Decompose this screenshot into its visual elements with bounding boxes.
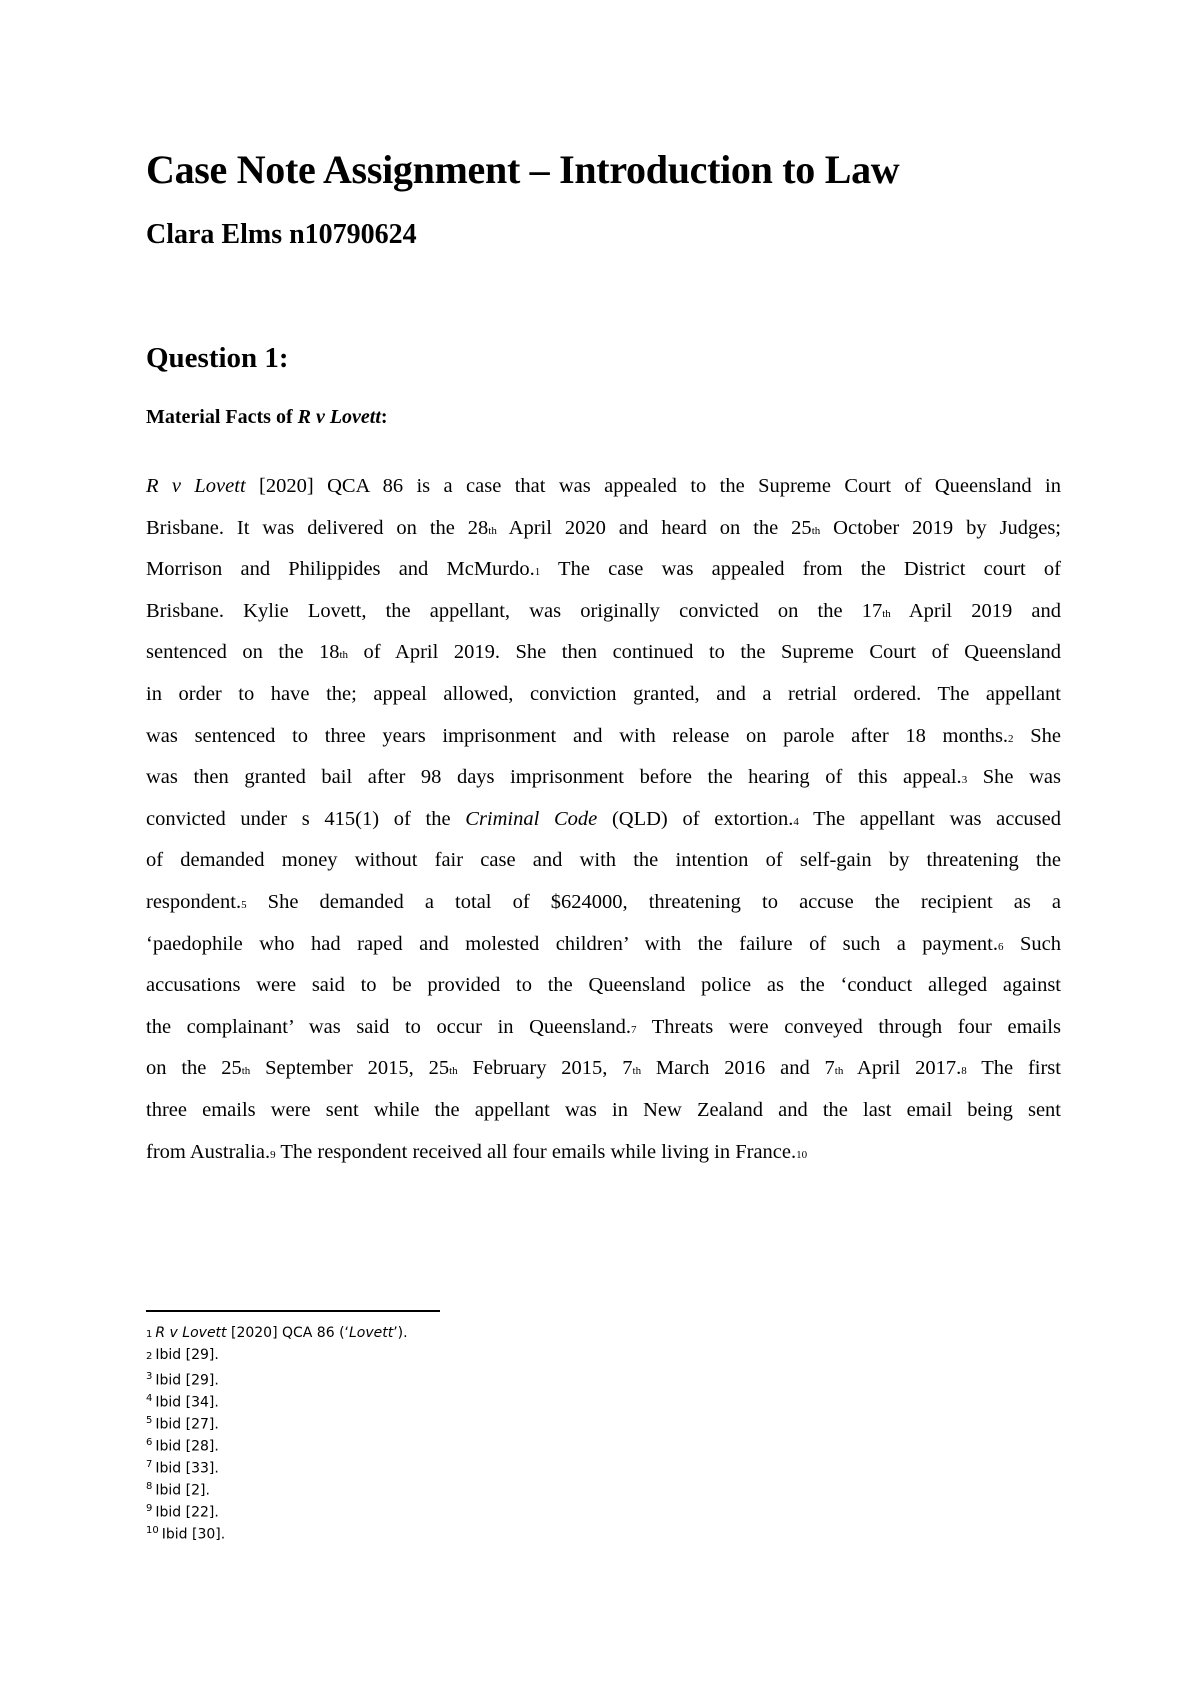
footnote-text: Ibid [22]. (155, 1504, 219, 1521)
footnote-number: 2 (146, 1351, 153, 1362)
body-line-17 (146, 1132, 1061, 1174)
body-line-13 (146, 965, 1061, 1007)
footnote-ref[interactable]: 1 (534, 566, 541, 579)
ordinal-suffix: th (339, 649, 349, 662)
body-line-8 (146, 757, 1061, 799)
author-line: Clara Elms n10790624 (146, 219, 417, 250)
body-text-segment: three emails were sent while the appellant was in New Zealand and the last email being sent (146, 1098, 1061, 1121)
footnote-number: 10 (146, 1525, 159, 1536)
footnote-ref[interactable]: 5 (241, 898, 247, 911)
question-heading: Question 1: (146, 342, 289, 374)
body-text-segment: in order to have the; appeal allowed, conviction granted, and a retrial ordered. The appellant (146, 682, 1061, 705)
footnote-ref[interactable]: 8 (961, 1065, 967, 1078)
footnote-ref[interactable]: 9 (270, 1148, 276, 1161)
body-text-segment: October 2019 by Judges; (820, 516, 1061, 539)
body-text-segment: from Australia. (146, 1140, 271, 1163)
body-text-segment: April 2020 and heard on the 25 (496, 516, 812, 539)
body-line-1 (146, 466, 1061, 508)
section-heading (146, 403, 388, 431)
footnote-text: Ibid [29]. (155, 1372, 219, 1389)
footnote-item (146, 1366, 408, 1388)
body-text-segment: sentenced on the 18 (146, 641, 340, 664)
footnote-text: Ibid [28]. (155, 1438, 219, 1455)
footnote-item (146, 1388, 408, 1410)
body-line-10 (146, 840, 1061, 882)
body-line-4 (146, 591, 1061, 633)
footnote-number: 5 (146, 1415, 153, 1426)
body-text-segment: Such (1003, 932, 1061, 955)
body-line-2 (146, 508, 1061, 550)
body-text-segment: Brisbane. It was delivered on the 28 (146, 516, 489, 539)
footnote-number: 4 (146, 1393, 153, 1404)
body-text-segment: convicted under s 415(1) of the (146, 807, 466, 830)
footnote-number: 3 (146, 1371, 153, 1382)
body-text-segment: The case was appealed from the District court of (540, 558, 1061, 581)
footnote-ref[interactable]: 7 (631, 1023, 637, 1036)
body-text-segment: respondent. (146, 890, 242, 913)
footnote-item (146, 1476, 408, 1498)
body-line-6 (146, 674, 1061, 716)
body-text-segment: Morrison and Philippides and McMurdo. (146, 558, 535, 581)
body-text-segment: (QLD) of extortion. (597, 807, 794, 830)
body-text-segment: September 2015, 25 (250, 1057, 450, 1080)
ordinal-suffix: th (488, 524, 497, 537)
body-line-3 (146, 549, 1061, 591)
body-text-segment: on the 25 (146, 1057, 242, 1080)
footnote-item (146, 1520, 408, 1542)
footnote-ref[interactable]: 3 (961, 774, 968, 787)
footnote-number: 6 (146, 1437, 153, 1448)
section-heading-case: R v Lovett (297, 406, 381, 428)
body-text-segment: The first (966, 1057, 1061, 1080)
ordinal-suffix: th (882, 607, 891, 620)
body-text-segment: accusations were said to be provided to the Queensland police as the ‘conduct alleged against (146, 974, 1061, 997)
footnote-text: ’). (393, 1325, 408, 1341)
footnote-number: 1 (146, 1329, 153, 1340)
ordinal-suffix: th (834, 1065, 844, 1078)
footnote-separator (146, 1310, 440, 1312)
footnote-text: Ibid [30]. (161, 1526, 226, 1543)
footnote-ref[interactable]: 2 (1008, 732, 1014, 745)
document-title: Case Note Assignment – Introduction to Law (146, 147, 900, 192)
body-line-5 (146, 632, 1061, 674)
footnote-text: [2020] QCA 86 (‘ (226, 1325, 349, 1341)
body-text-segment: of April 2019. She then continued to the Supreme Court of Queensland (348, 641, 1061, 664)
body-text-segment: She demanded a total of $624000, threatening to accuse the recipient as a (246, 890, 1061, 913)
body-line-14 (146, 1007, 1061, 1049)
body-text-segment: the complainant’ was said to occur in Queensland. (146, 1015, 632, 1038)
body-line-9 (146, 799, 1061, 841)
body-text-segment: She (1013, 724, 1061, 747)
footnote-text: Ibid [27]. (155, 1416, 219, 1433)
body-text-segment: The respondent received all four emails while living in France. (275, 1140, 797, 1163)
body-line-16 (146, 1090, 1061, 1132)
footnote-text: Ibid [33]. (155, 1460, 219, 1477)
footnote-number: 9 (146, 1503, 153, 1514)
body-text-segment: April 2017. (843, 1057, 962, 1080)
footnote-text: Ibid [34]. (155, 1394, 219, 1411)
footnote-item (146, 1410, 408, 1432)
footnote-ref[interactable]: 6 (998, 940, 1004, 953)
footnote-ref[interactable]: 4 (793, 815, 799, 828)
case-name: R v Lovett (146, 475, 246, 497)
body-text-segment: was then granted bail after 98 days imprisonment before the hearing of this appeal. (146, 766, 962, 789)
footnote-ref[interactable]: 10 (796, 1148, 808, 1161)
body-text-segment: March 2016 and 7 (641, 1057, 835, 1080)
footnote-item (146, 1432, 408, 1454)
ordinal-suffix: th (449, 1065, 458, 1078)
footnote-item (146, 1498, 408, 1520)
body-line-7 (146, 716, 1061, 758)
body-text-segment: ‘paedophile who had raped and molested children’ with the failure of such a payment. (146, 932, 999, 955)
body-text-segment: She was (967, 766, 1061, 789)
footnote-item (146, 1344, 408, 1366)
footnote-case-name: R v Lovett (155, 1325, 227, 1341)
body-text-segment: [2020] QCA 86 is a case that was appealed to the Supreme Court of Queensland in (245, 475, 1061, 497)
body-line-15 (146, 1048, 1061, 1090)
body-text-segment: April 2019 and (890, 599, 1061, 622)
section-heading-prefix: Material Facts of (146, 406, 298, 428)
body-line-12 (146, 924, 1061, 966)
body-text-segment: Brisbane. Kylie Lovett, the appellant, was originally convicted on the 17 (146, 599, 883, 622)
ordinal-suffix: th (811, 524, 821, 537)
footnote-item (146, 1454, 408, 1476)
section-heading-suffix: : (380, 406, 388, 428)
body-line-11 (146, 882, 1061, 924)
footnote-text: Ibid [2]. (155, 1482, 210, 1499)
body-text-segment: was sentenced to three years imprisonment and with release on parole after 18 months. (146, 724, 1009, 747)
footnote-text: Ibid [29]. (155, 1347, 219, 1363)
footnote-short-title: Lovett (348, 1325, 394, 1341)
ordinal-suffix: th (241, 1065, 251, 1078)
body-text-segment: Threats were conveyed through four emails (636, 1015, 1061, 1038)
statute-name: Criminal Code (465, 807, 598, 830)
body-text-segment: of demanded money without fair case and with the intention of self-gain by threatening the (146, 849, 1061, 872)
body-text-segment: The appellant was accused (798, 807, 1062, 830)
ordinal-suffix: th (632, 1065, 642, 1078)
body-text-segment: February 2015, 7 (457, 1057, 633, 1080)
body-paragraph (146, 466, 1061, 1173)
footnotes-list (146, 1322, 408, 1542)
footnote-number: 8 (146, 1481, 153, 1492)
footnote-number: 7 (146, 1459, 153, 1470)
footnote-item (146, 1322, 408, 1344)
